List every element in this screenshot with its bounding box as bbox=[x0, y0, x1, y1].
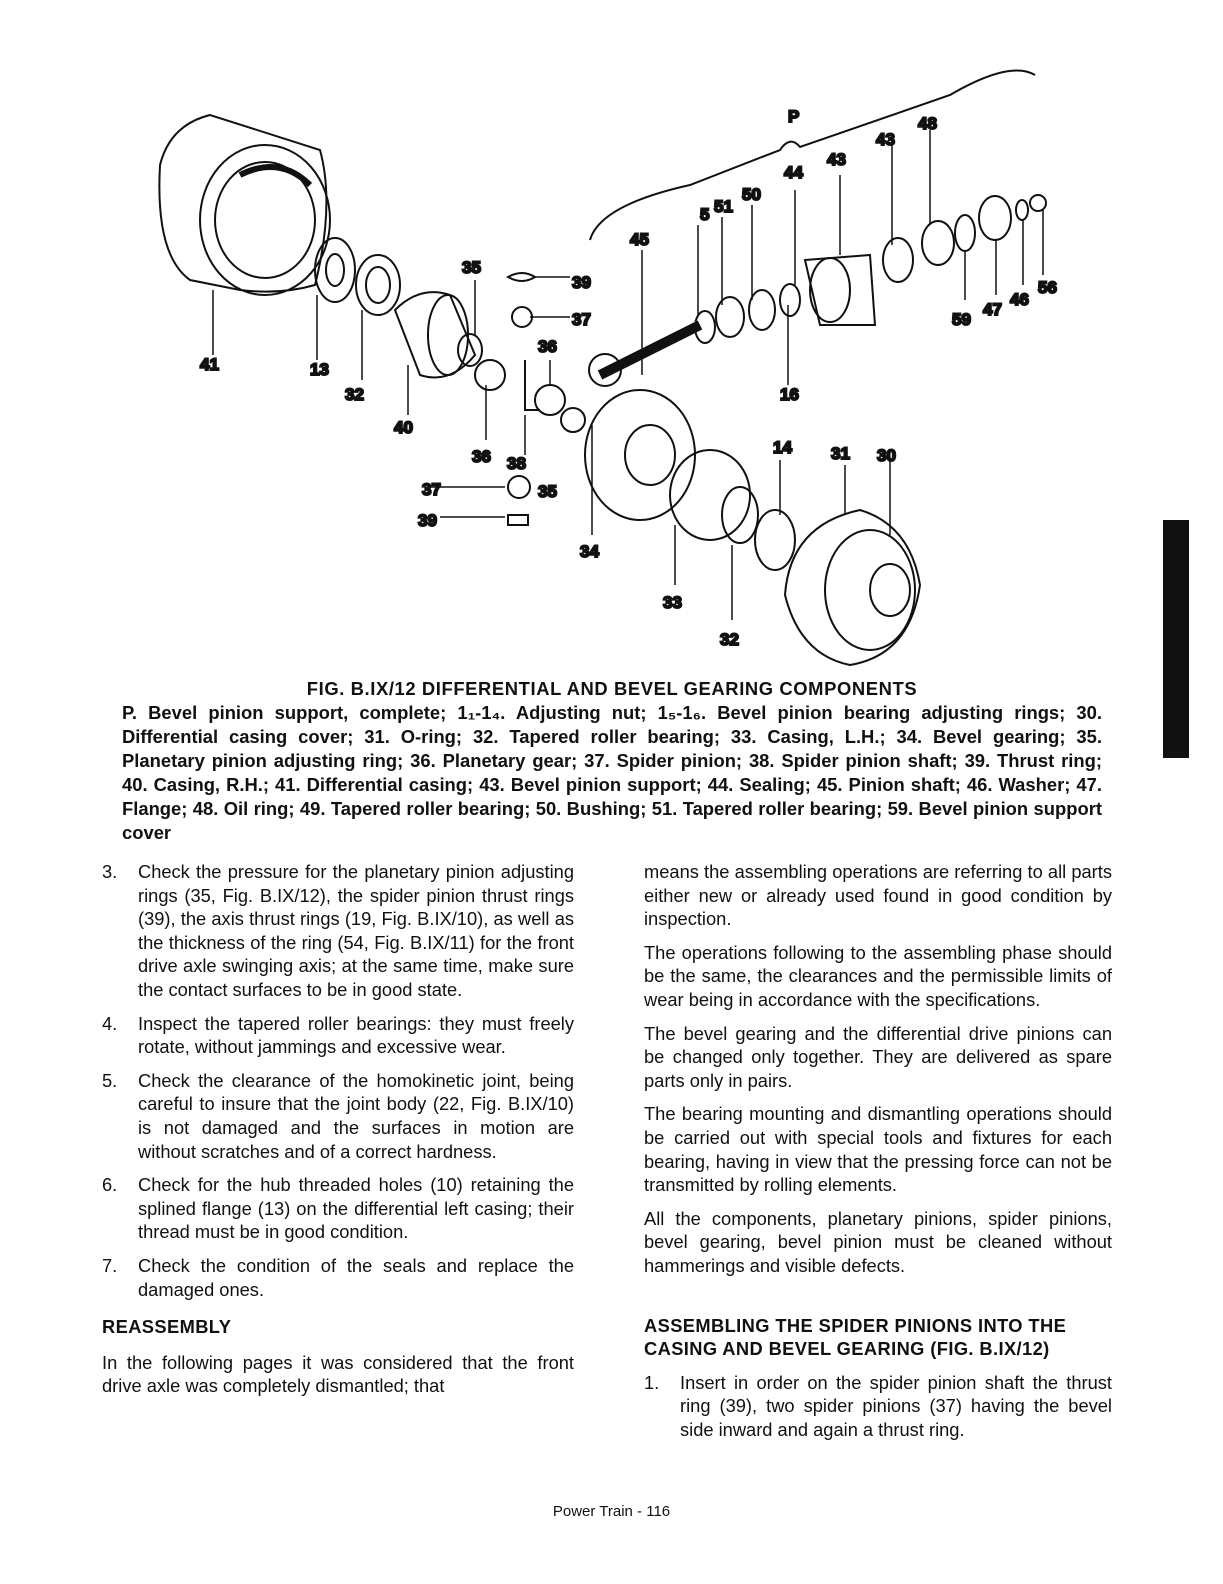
item-number: 6. bbox=[102, 1174, 118, 1196]
tapered-roller-bearing-32 bbox=[356, 255, 400, 315]
item-number: 4. bbox=[102, 1012, 118, 1034]
label-45: 45 bbox=[630, 230, 649, 249]
label-32b: 32 bbox=[720, 630, 739, 649]
adjusting-nut-13 bbox=[315, 238, 355, 302]
oil-ring-48 bbox=[922, 221, 954, 265]
paragraph: The bevel gearing and the differential drive pinions can be changed only together. They are delivered as spare parts only in pairs. bbox=[644, 1022, 1112, 1091]
page-footer: Power Train - 116 bbox=[552, 1503, 671, 1520]
label-35b: 35 bbox=[538, 482, 557, 501]
label-50: 50 bbox=[742, 185, 761, 204]
label-39a: 39 bbox=[572, 273, 591, 292]
thrust-ring-39 bbox=[508, 273, 535, 281]
label-56: 56 bbox=[1038, 278, 1057, 297]
item-text: Check for the hub threaded holes (10) retaining the splined flange (13) on the differential left casing; their thread must be in good condition. bbox=[138, 1174, 574, 1243]
list-item bbox=[102, 1254, 574, 1301]
bevel-pinion-support-43 bbox=[805, 255, 875, 325]
label-5: 5 bbox=[700, 205, 710, 224]
label-32a: 32 bbox=[345, 385, 364, 404]
item-number: 5. bbox=[102, 1069, 118, 1091]
reassembly-text: In the following pages it was considered that the front drive axle was completely dismantled; that bbox=[102, 1351, 574, 1397]
bushing-50 bbox=[749, 290, 775, 330]
label-40: 40 bbox=[394, 418, 413, 437]
label-48: 48 bbox=[918, 114, 937, 133]
reassembly-heading: REASSEMBLY bbox=[102, 1316, 232, 1338]
paragraph: All the components, planetary pinions, spider pinions, bevel gearing, bevel pinion must be cleaned without hammerings and visible defects. bbox=[644, 1207, 1112, 1276]
label-37a: 37 bbox=[572, 310, 591, 329]
item-text: Check the clearance of the homokinetic joint, being careful to insure that the joint body (22, Fig. B.IX/10) is not damaged and the surfaces in motion are without scratches and of a correct hardness. bbox=[138, 1069, 574, 1162]
left-column bbox=[102, 860, 574, 1408]
label-16: 16 bbox=[780, 385, 799, 404]
paragraph: means the assembling operations are referring to all parts either new or already used found in good condition by inspection. bbox=[644, 861, 1112, 930]
item-text: Check the pressure for the planetary pinion adjusting rings (35, Fig. B.IX/12), the spider pinion thrust rings (39), the axis thrust rings (19, Fig. B.IX/10), as well as the thickness of the ring (54, Fig. B.IX/11) for the front drive axle swinging axis; at the same time, make sure the contact surfaces to be in good state. bbox=[138, 861, 574, 1000]
label-51: 51 bbox=[714, 197, 733, 216]
tapered-roller-bearing-32b bbox=[722, 487, 758, 543]
item-number: 1. bbox=[644, 1371, 660, 1393]
label-33: 33 bbox=[663, 593, 682, 612]
label-43a: 43 bbox=[876, 130, 895, 149]
item-number: 7. bbox=[102, 1254, 118, 1276]
paragraph: The operations following to the assembling phase should be the same, the clearances and the permissible limits of wear being in accordance with the specifications. bbox=[644, 941, 1112, 1010]
label-43b: 43 bbox=[827, 150, 846, 169]
flange-47 bbox=[979, 196, 1011, 240]
item-text: Inspect the tapered roller bearings: they must freely rotate, without jammings and excessive wear. bbox=[138, 1012, 574, 1058]
label-13: 13 bbox=[310, 360, 329, 379]
sealing-44 bbox=[780, 284, 800, 316]
pinion-shaft-45 bbox=[600, 325, 700, 375]
washer-46 bbox=[1016, 200, 1028, 220]
tapered-roller-bearing-51 bbox=[716, 297, 744, 337]
label-39b: 39 bbox=[418, 511, 437, 530]
label-46: 46 bbox=[1010, 290, 1029, 309]
spider-pinion-37 bbox=[512, 307, 532, 327]
list-item bbox=[644, 1371, 1112, 1442]
list-item bbox=[102, 1069, 574, 1163]
label-38: 38 bbox=[507, 454, 526, 473]
figure-caption bbox=[122, 677, 1102, 845]
label-41: 41 bbox=[200, 355, 219, 374]
label-59: 59 bbox=[952, 310, 971, 329]
bevel-gearing-34 bbox=[585, 390, 695, 520]
label-44: 44 bbox=[784, 163, 803, 182]
label-34: 34 bbox=[580, 542, 599, 561]
label-30: 30 bbox=[877, 446, 896, 465]
item-text: Check the condition of the seals and replace the damaged ones. bbox=[138, 1254, 574, 1300]
section-tab-marker bbox=[1163, 520, 1189, 758]
item-text: Insert in order on the spider pinion shaft the thrust ring (39), two spider pinions (37) having the bevel side inward and again a thrust ring. bbox=[680, 1371, 1112, 1440]
paragraph: The bearing mounting and dismantling operations should be carried out with special tools and fixtures for each bearing, having in view that the pressing force can not be transmitted by rolling elements. bbox=[644, 1103, 1112, 1196]
differential-casing-41 bbox=[159, 115, 330, 295]
planetary-gear-36 bbox=[475, 360, 505, 390]
right-column bbox=[644, 860, 1112, 1451]
label-p: P bbox=[788, 107, 800, 126]
casing-lh-33 bbox=[670, 450, 750, 540]
label-14: 14 bbox=[773, 438, 792, 457]
list-item bbox=[102, 1012, 574, 1059]
list-item bbox=[102, 1173, 574, 1244]
label-36b: 36 bbox=[472, 447, 491, 466]
label-35a: 35 bbox=[462, 258, 481, 277]
bevel-pinion-support-cover-59 bbox=[955, 215, 975, 251]
item-number: 3. bbox=[102, 861, 118, 882]
caption-title: FIG. B.IX/12 DIFFERENTIAL AND BEVEL GEARING COMPONENTS bbox=[306, 678, 918, 699]
exploded-view-diagram bbox=[130, 55, 1080, 675]
label-31: 31 bbox=[831, 444, 850, 463]
caption-body: P. Bevel pinion support, complete; 1₁-1₄. Adjusting nut; 1₅-1₆. Bevel pinion bearing adjusting rings; 30. Differential casing cover; 31. O-ring; 32. Tapered roller bearing; 33. Casing, L.H.; 34. Bevel gearing; 35. Planetary pinion adjusting ring; 36. Planetary gear; 37. Spider pinion; 38. Spider pinion shaft; 39. Thrust ring; 40. Casing, R.H.; 41. Differential casing; 43. Bevel pinion support; 44. Sealing; 45. Pinion shaft; 46. Washer; 47. Flange; 48. Oil ring; 49. Tapered roller bearing; 50. Bushing; 51. Tapered roller bearing; 59. Bevel pinion support cover bbox=[122, 702, 1102, 843]
list-item bbox=[102, 860, 574, 1002]
differential-casing-cover-30 bbox=[785, 510, 920, 665]
label-36a: 36 bbox=[538, 337, 557, 356]
label-47: 47 bbox=[983, 300, 1002, 319]
label-37b: 37 bbox=[422, 480, 441, 499]
section-heading: ASSEMBLING THE SPIDER PINIONS INTO THE CASING AND BEVEL GEARING (FIG. B.IX/12) bbox=[644, 1314, 1067, 1360]
